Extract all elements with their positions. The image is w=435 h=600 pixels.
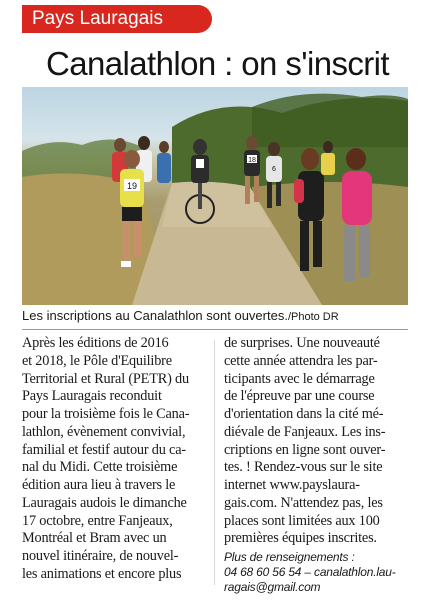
headline: Canalathlon : on s'inscrit xyxy=(46,45,389,82)
more-info xyxy=(224,550,410,595)
article-line: et 2018, le Pôle d'Equilibre xyxy=(22,352,172,369)
article-line: ticipants avec le démarrage xyxy=(224,370,375,387)
article-line: lathlon, évènement convivial, xyxy=(22,423,186,440)
article-line: Pays Lauragais reconduit xyxy=(22,388,162,405)
svg-text:6: 6 xyxy=(272,166,276,173)
article-column-right xyxy=(224,335,410,595)
svg-text:18: 18 xyxy=(248,157,256,164)
article-line: gais.com. N'attendez pas, les xyxy=(224,494,383,511)
caption-divider xyxy=(22,329,408,330)
article-line: Lauragais audois le dimanche xyxy=(22,494,187,511)
article-line: Montréal et Bram avec un xyxy=(22,530,167,547)
article-line: édition aura lieu à travers le xyxy=(22,477,176,493)
more-info-line: Plus de renseignements : xyxy=(224,550,355,564)
more-info-line: 04 68 60 56 54 – canalathlon.lau- xyxy=(224,565,396,579)
article-line: Territorial et Rural (PETR) du xyxy=(22,370,189,387)
svg-text:19: 19 xyxy=(126,181,138,191)
article-line: les animations et encore plus xyxy=(22,565,182,582)
article-line: d'orientation dans la cité mé- xyxy=(224,406,384,422)
section-tag: Pays Lauragais xyxy=(22,5,212,33)
article-line: 17 octobre, entre Fanjeaux, xyxy=(22,512,173,529)
article-line: familial et festif autour du ca- xyxy=(22,441,186,458)
article-line: pour la troisième fois le Cana- xyxy=(22,406,190,422)
article-line: criptions en ligne sont ouver- xyxy=(224,441,386,458)
article-line: nouvel itinéraire, de nouvel- xyxy=(22,548,179,564)
article-line: Après les éditions de 2016 xyxy=(22,335,169,351)
photo-caption xyxy=(22,308,414,325)
runners-illustration xyxy=(22,87,408,305)
column-separator xyxy=(214,340,215,585)
caption-text: Les inscriptions au Canalathlon sont ouvertes. xyxy=(22,308,288,323)
article-line: de surprises. Une nouveauté xyxy=(224,335,380,351)
spectator-right xyxy=(321,141,335,175)
photo-credit: /Photo DR xyxy=(287,311,339,323)
article-line: cette année attendra les par- xyxy=(224,352,378,369)
article-line: premières équipes inscrites. xyxy=(224,530,377,547)
article-photo xyxy=(22,87,408,305)
article-line: tes. ! Rendez-vous sur le site xyxy=(224,459,383,476)
article-line: de l'épreuve par une course xyxy=(224,388,375,405)
article-line: internet www.payslaura- xyxy=(224,477,360,493)
article-line: nal du Midi. Cette troisième xyxy=(22,459,178,476)
more-info-line: ragais@gmail.com xyxy=(224,580,321,594)
article-line: diévale de Fanjeaux. Les ins- xyxy=(224,423,386,440)
article-column-left xyxy=(22,335,208,584)
article-line: places sont limitées aux 100 xyxy=(224,512,380,529)
